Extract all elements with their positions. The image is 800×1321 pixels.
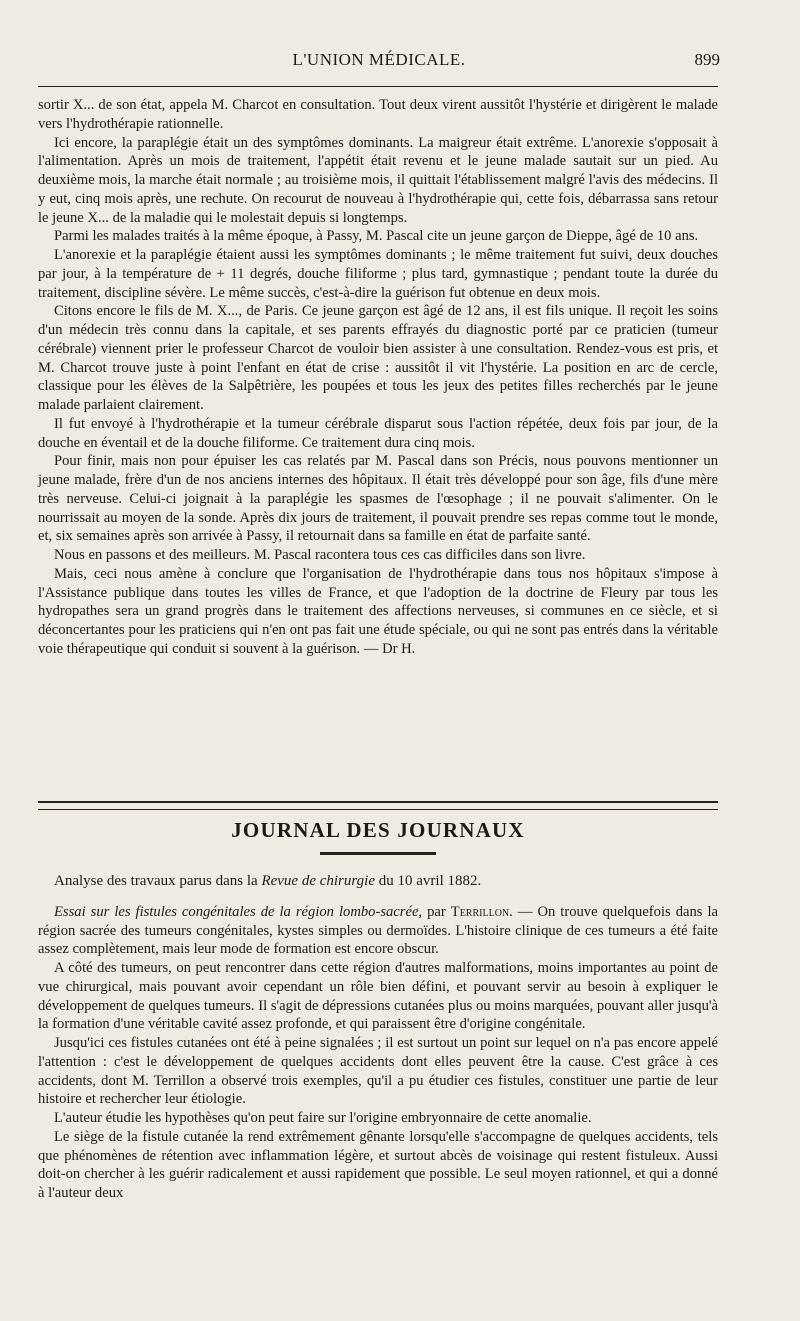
paragraph: Jusqu'ici ces fistules cutanées ont été à peine signalées ; il est surtout un point sur lequel on n'a pas encore appelé l'attention : c'est le développement de quelques accidents dont elles peuvent être la cause. C'est grâce à ces accidents, dont M. Terrillon a observé trois exemples, qu'il a pu étudier ces fistules, constituer une partie de leur histoire et rechercher leur étiologie. bbox=[38, 1035, 718, 1108]
paragraph: Le siège de la fistule cutanée la rend extrêmement gênante lorsqu'elle s'accompagne de quelques accidents, tels que phénomènes de rétention avec inflammation légère, et surtout abcès de voisinage qui restent fistuleux. Aussi doit-on chercher à les guérir radicalement et aussi rapidement que possible. Le seul moyen rationnel, et qui a donné à l'auteur deux bbox=[38, 1128, 718, 1201]
article-continuation bbox=[38, 96, 718, 659]
journal-review bbox=[38, 872, 718, 1203]
article-lead-paragraph bbox=[38, 903, 718, 959]
review-intro bbox=[38, 872, 718, 891]
header-rule bbox=[38, 86, 718, 87]
paragraph: Nous en passons et des meilleurs. M. Pascal racontera tous ces cas difficiles dans son livre. bbox=[54, 547, 586, 563]
running-title: L'UNION MÉDICALE. bbox=[292, 50, 466, 69]
article-title: Essai sur les fistules congénitales de la région lombo-sacrée, bbox=[54, 903, 423, 920]
paragraph: L'auteur étudie les hypothèses qu'on peut faire sur l'origine embryonnaire de cette anomalie. bbox=[54, 1110, 592, 1126]
paragraph: Parmi les malades traités à la même époque, à Passy, M. Pascal cite un jeune garçon de Dieppe, âgé de 10 ans. bbox=[54, 228, 699, 245]
journal-name: Revue de chirurgie bbox=[261, 873, 375, 889]
article-by: par bbox=[427, 903, 446, 920]
paragraph: L'anorexie et la paraplégie étaient aussi les symptômes dominants ; le même traitement fut suivi, deux douches par jour, à la température de + 11 degrés, douche filiforme ; plus tard, gymnastique ; pendant toute la durée du traitement, discipline sévère. Le même succès, c'est-à-dire la guérison fut obtenue en deux mois. bbox=[38, 247, 718, 301]
paragraph: Il fut envoyé à l'hydrothérapie et la tumeur cérébrale disparut sous l'action répétée, deux fois par jour, de la douche en éventail et de la douche filiforme. Ce traitement dura cinq mois. bbox=[38, 415, 718, 451]
paragraph: A côté des tumeurs, on peut rencontrer dans cette région d'autres malformations, moins importantes au point de vue chirurgical, mais pouvant avoir cependant un rôle bien défini, et pouvant servir au besoin à expliquer le développement de quelques tumeurs. Il s'agit de dépressions cutanées plus ou moins marquées, pouvant aller jusqu'à la formation d'une véritable cavité assez profonde, et qui paraissent être d'origine congénitale. bbox=[38, 960, 718, 1033]
article-author: Terrillon. bbox=[450, 903, 513, 920]
section-divider bbox=[38, 801, 718, 810]
paragraph: Citons encore le fils de M. X..., de Paris. Ce jeune garçon est âgé de 12 ans, il est fils unique. Il reçoit les soins d'un médecin très connu dans la capitale, et ses parents effrayés du diagnostic porté par ce praticien (tumeur cérébrale) viennent prier le professeur Charcot de vouloir bien assister à une consultation. Rendez-vous est pris, et M. Charcot trouve juste à point l'enfant en état de crise : aussitôt il vit l'hystérie. La position en arc de cercle, classique pour les élèves de la Salpêtrière, les poupées et tous les jeux des petites filles recherchés par le jeune malade parlaient clairement. bbox=[38, 303, 718, 413]
section-heading: JOURNAL DES JOURNAUX bbox=[231, 818, 525, 842]
paragraph: Pour finir, mais non pour épuiser les cas relatés par M. Pascal dans son Précis, nous pouvons mentionner un jeune malade, frère d'un de nos anciens internes des hôpitaux. Il était très développé pour son âge, fils d'une mère très nerveuse. Celui-ci joignait à la paraplégie les spasmes de l'œsophage ; il ne pouvait s'alimenter. On le nourrissait au moyen de la sonde. Après dix jours de traitement, il pouvait prendre ses repas comme tout le monde, et, six semaines après son arrivée à Passy, il retournait dans sa famille en état de parfaite santé. bbox=[38, 453, 718, 545]
page-number: 899 bbox=[694, 50, 720, 69]
paragraph: Mais, ceci nous amène à conclure que l'organisation de l'hydrothérapie dans tous nos hôpitaux s'impose à l'Assistance publique dans toutes les villes de France, et que l'adoption de la doctrine de Fleury par tous les hydropathes sera un grand progrès dans le traitement des affections nerveuses, si communes en ce siècle, et si déconcertantes pour les praticiens qui n'en ont pas fait une étude spéciale, ou qui ne sont pas entrés dans la véritable voie thérapeutique qui conduit si souvent à la guérison. — Dr H. bbox=[38, 565, 718, 657]
intro-prefix: Analyse des travaux parus dans la bbox=[54, 873, 258, 889]
paragraph: Ici encore, la paraplégie était un des symptômes dominants. La maigreur était extrême. L'anorexie s'opposait à l'alimentation. Après un mois de traitement, l'appétit était revenu et le jeune malade sautait sur un pied. Au deuxième mois, la marche était normale ; au troisième mois, il quittait l'établissement malgré l'avis des médecins. Il y eut, cinq mois après, une rechute. On recourut de nouveau à l'hydrothérapie qui, cette fois, débarrassa sans retour le jeune X... de la maladie qui le molestait depuis si longtemps. bbox=[38, 134, 718, 226]
page-header bbox=[38, 50, 720, 70]
article-lead: — On trouve quelquefois dans la région sacrée des tumeurs congénitales, kystes simples ou dermoïdes. L'histoire clinique de ces tumeurs a été faite assez complètement, mais leur mode de formation est encore obscur. bbox=[38, 903, 719, 958]
intro-suffix: du 10 avril 1882. bbox=[378, 873, 482, 889]
paragraph: sortir X... de son état, appela M. Charcot en consultation. Tout deux virent aussitôt l'hystérie et dirigèrent le malade vers l'hydrothérapie rationnelle. bbox=[38, 97, 718, 132]
heading-underline bbox=[320, 852, 436, 855]
